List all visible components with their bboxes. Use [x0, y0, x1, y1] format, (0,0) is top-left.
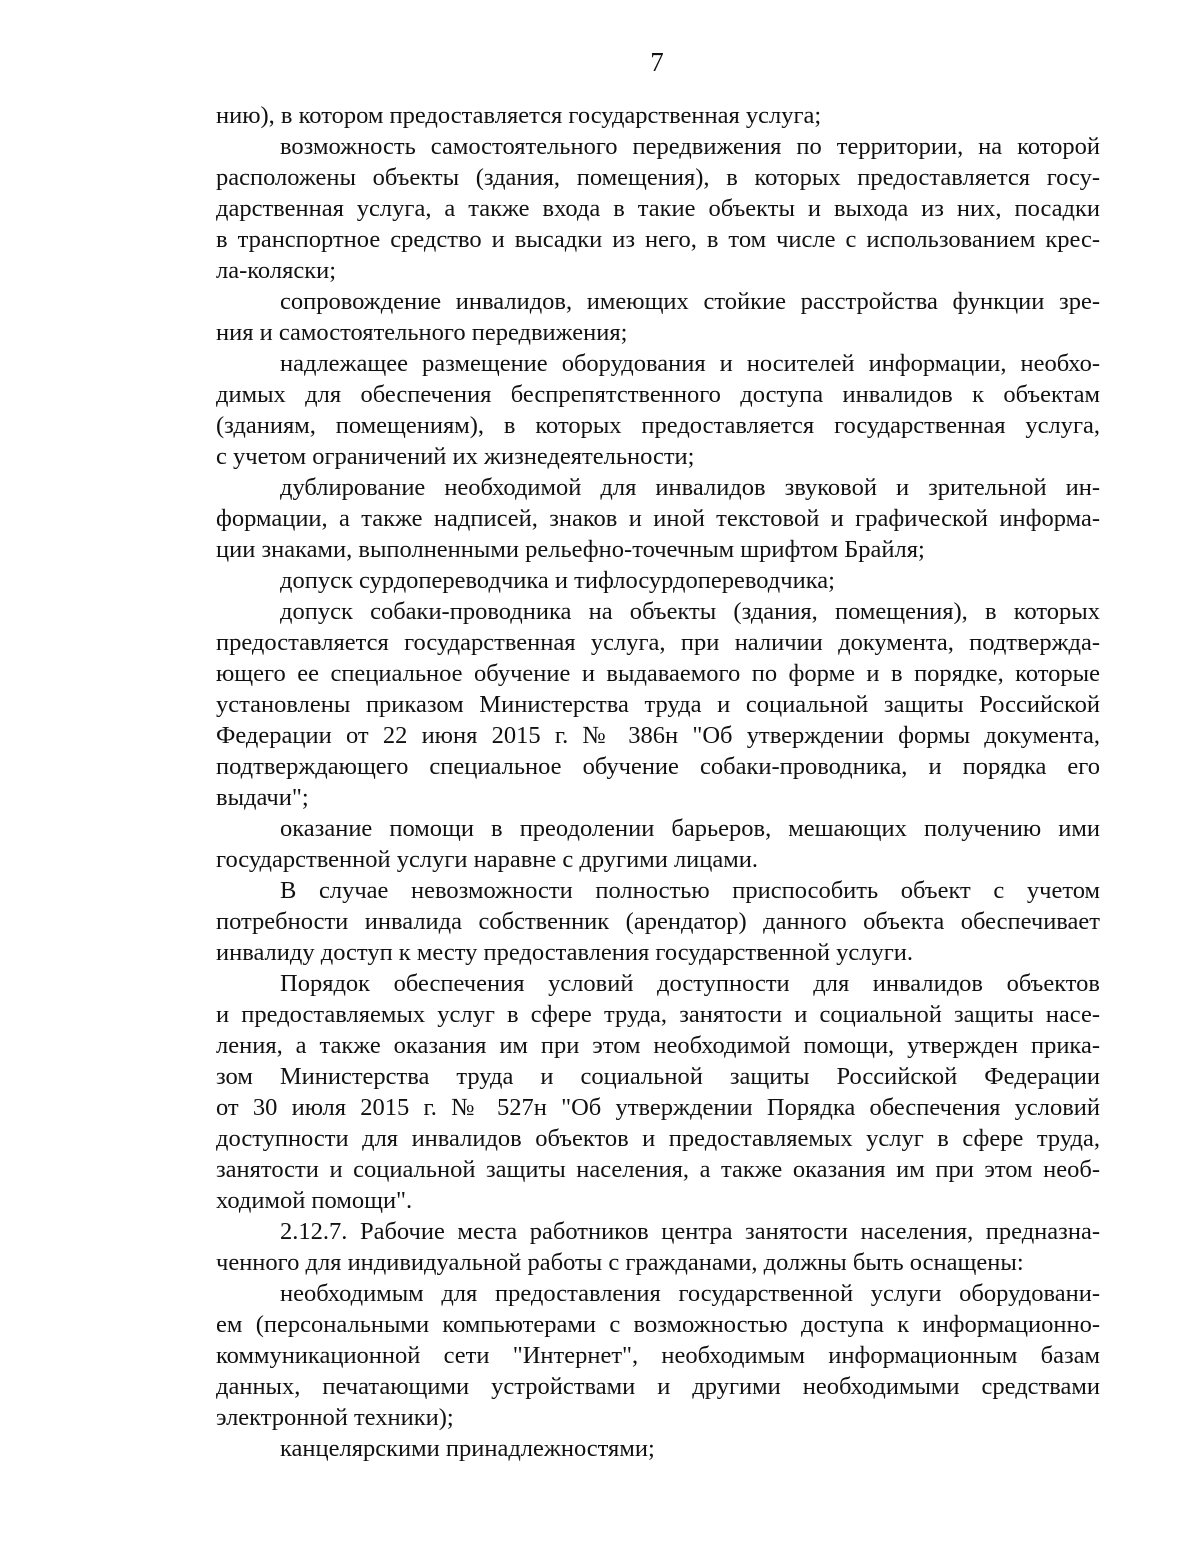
text-line: коммуникационной сети "Интернет", необходимым информационным базам: [216, 1342, 1100, 1369]
text-line: расположены объекты (здания, помещения), в которых предоставляется госу-: [216, 164, 1100, 191]
text-line: и предоставляемых услуг в сфере труда, занятости и социальной защиты насе-: [216, 1001, 1100, 1028]
text-line: 2.12.7. Рабочие места работников центра занятости населения, предназна-: [280, 1218, 1100, 1245]
text-line: необходимым для предоставления государственной услуги оборудовани-: [280, 1280, 1100, 1307]
text-line: подтверждающего специальное обучение собаки-проводника, и порядка его: [216, 753, 1100, 780]
text-line: электронной техники);: [216, 1404, 454, 1431]
text-line: ходимой помощи".: [216, 1187, 413, 1214]
text-line: канцелярскими принадлежностями;: [280, 1435, 655, 1462]
text-line: потребности инвалида собственник (арендатор) данного объекта обеспечивает: [216, 908, 1100, 935]
text-line: предоставляется государственная услуга, при наличии документа, подтвержда-: [216, 629, 1100, 656]
text-line: ющего ее специальное обучение и выдаваемого по форме и в порядке, которые: [216, 660, 1100, 687]
text-line: Порядок обеспечения условий доступности для инвалидов объектов: [280, 970, 1100, 997]
text-line: допуск собаки-проводника на объекты (здания, помещения), в которых: [280, 598, 1100, 625]
text-line: ем (персональными компьютерами с возможностью доступа к информационно-: [216, 1311, 1100, 1338]
text-line: надлежащее размещение оборудования и носителей информации, необхо-: [280, 350, 1100, 377]
text-line: ченного для индивидуальной работы с гражданами, должны быть оснащены:: [216, 1249, 1024, 1276]
text-line: формации, а также надписей, знаков и иной текстовой и графической информа-: [216, 505, 1100, 532]
text-line: сопровождение инвалидов, имеющих стойкие расстройства функции зре-: [280, 288, 1100, 315]
text-line: в транспортное средство и высадки из него, в том числе с использованием крес-: [216, 226, 1100, 253]
text-line: выдачи";: [216, 784, 309, 811]
text-line: занятости и социальной защиты населения, а также оказания им при этом необ-: [216, 1156, 1100, 1183]
page-number: 7: [650, 47, 664, 77]
text-line: ния и самостоятельного передвижения;: [216, 319, 628, 346]
text-line: ции знаками, выполненными рельефно-точечным шрифтом Брайля;: [216, 536, 925, 563]
text-line: оказание помощи в преодолении барьеров, мешающих получению ими: [280, 815, 1100, 842]
text-line: возможность самостоятельного передвижения по территории, на которой: [280, 133, 1100, 160]
text-line: ления, а также оказания им при этом необходимой помощи, утвержден прика-: [216, 1032, 1100, 1059]
text-line: зом Министерства труда и социальной защиты Российской Федерации: [216, 1063, 1100, 1090]
text-line: дарственная услуга, а также входа в такие объекты и выхода из них, посадки: [216, 195, 1100, 222]
text-line: ла-коляски;: [216, 257, 337, 284]
text-line: установлены приказом Министерства труда и социальной защиты Российской: [216, 691, 1100, 718]
text-line: В случае невозможности полностью приспособить объект с учетом: [280, 877, 1100, 904]
text-line: инвалиду доступ к месту предоставления государственной услуги.: [216, 939, 914, 966]
text-line: государственной услуги наравне с другими лицами.: [216, 846, 759, 873]
body-text: [216, 100, 1100, 1464]
text-line: данных, печатающими устройствами и другими необходимыми средствами: [216, 1373, 1100, 1400]
text-line: дублирование необходимой для инвалидов звуковой и зрительной ин-: [280, 474, 1100, 501]
text-line: димых для обеспечения беспрепятственного доступа инвалидов к объектам: [216, 381, 1100, 408]
text-line: доступности для инвалидов объектов и предоставляемых услуг в сфере труда,: [216, 1125, 1100, 1152]
text-line: с учетом ограничений их жизнедеятельности;: [216, 443, 695, 470]
text-line: допуск сурдопереводчика и тифлосурдопереводчика;: [280, 567, 835, 594]
text-line: от 30 июля 2015 г. № 527н "Об утверждении Порядка обеспечения условий: [216, 1094, 1100, 1121]
text-line: (зданиям, помещениям), в которых предоставляется государственная услуга,: [216, 412, 1100, 439]
text-line: Федерации от 22 июня 2015 г. № 386н "Об утверждении формы документа,: [216, 722, 1100, 749]
text-line: нию), в котором предоставляется государственная услуга;: [216, 102, 822, 129]
